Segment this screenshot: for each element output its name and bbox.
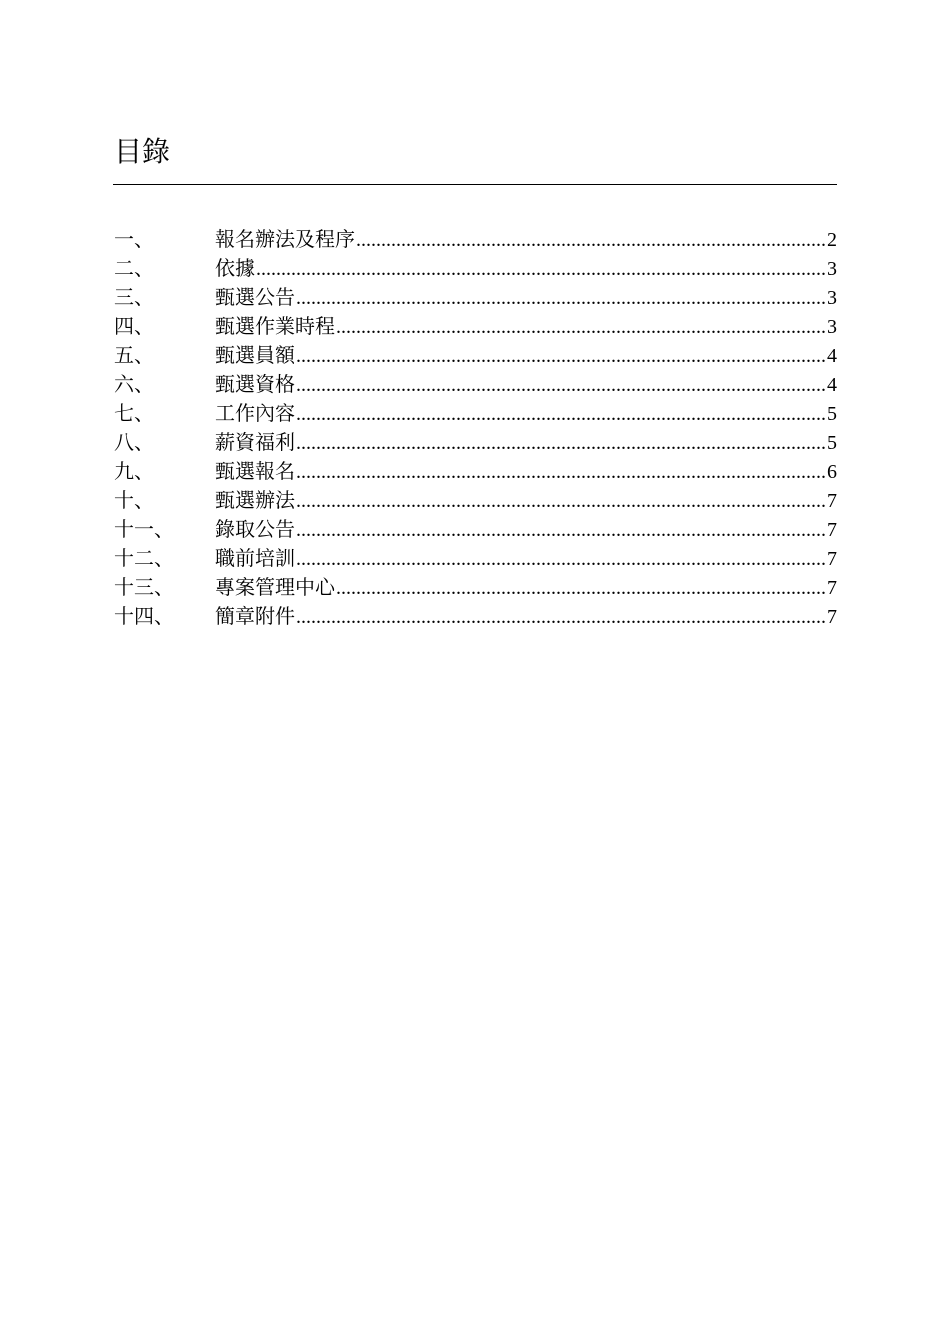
- toc-entry-text: 專案管理中心: [215, 575, 335, 599]
- toc-entry[interactable]: [114, 486, 837, 515]
- toc-entry[interactable]: [114, 254, 837, 283]
- toc-entry-number: 一、: [114, 227, 154, 251]
- toc-entry-text: 甄選作業時程: [215, 314, 335, 338]
- toc-entry-number: 十三、: [114, 575, 174, 599]
- toc-dot-leader: [296, 487, 826, 516]
- toc-dot-leader: [296, 516, 826, 545]
- toc-entry-text: 甄選辦法: [215, 488, 295, 512]
- toc-entry[interactable]: [114, 312, 837, 341]
- toc-entry[interactable]: [114, 370, 837, 399]
- toc-entry-page: 5: [827, 403, 837, 425]
- toc-dot-leader: [336, 574, 826, 603]
- toc-entry-number: 十四、: [114, 604, 174, 628]
- toc-entry-number: 二、: [114, 256, 154, 280]
- toc-dot-leader: [296, 603, 826, 632]
- toc-dot-leader: [296, 371, 826, 400]
- toc-dot-leader: [336, 313, 826, 342]
- toc-entry[interactable]: [114, 428, 837, 457]
- toc-entry-text: 工作內容: [215, 401, 295, 425]
- toc-entry-page: 7: [827, 577, 837, 599]
- toc-entry-page: 4: [827, 345, 837, 367]
- toc-entry-page: 7: [827, 606, 837, 628]
- toc-entry[interactable]: [114, 573, 837, 602]
- toc-entry[interactable]: [114, 225, 837, 254]
- toc-entry[interactable]: [114, 544, 837, 573]
- toc-dot-leader: [296, 545, 826, 574]
- toc-dot-leader: [356, 226, 826, 255]
- toc-entry-text: 錄取公告: [215, 517, 295, 541]
- toc-dot-leader: [296, 458, 826, 487]
- toc-list: [114, 225, 837, 631]
- toc-entry-page: 5: [827, 432, 837, 454]
- toc-entry-text: 甄選報名: [215, 459, 295, 483]
- toc-entry-text: 報名辦法及程序: [215, 227, 355, 251]
- toc-entry[interactable]: [114, 341, 837, 370]
- toc-entry-number: 八、: [114, 430, 154, 454]
- toc-entry-page: 3: [827, 316, 837, 338]
- toc-entry-text: 甄選員額: [215, 343, 295, 367]
- toc-entry-number: 六、: [114, 372, 154, 396]
- toc-entry-page: 4: [827, 374, 837, 396]
- toc-entry-page: 3: [827, 258, 837, 280]
- toc-entry-page: 7: [827, 548, 837, 570]
- toc-dot-leader: [296, 400, 826, 429]
- toc-entry-number: 三、: [114, 285, 154, 309]
- toc-entry-text: 職前培訓: [215, 546, 295, 570]
- toc-entry-page: 2: [827, 229, 837, 251]
- toc-entry-number: 四、: [114, 314, 154, 338]
- toc-entry-number: 七、: [114, 401, 154, 425]
- toc-dot-leader: [296, 342, 826, 371]
- toc-entry-number: 十二、: [114, 546, 174, 570]
- toc-entry[interactable]: [114, 457, 837, 486]
- toc-entry[interactable]: [114, 399, 837, 428]
- toc-title: 目錄: [114, 135, 171, 168]
- toc-entry-text: 甄選公告: [215, 285, 295, 309]
- toc-entry-number: 五、: [114, 343, 154, 367]
- toc-entry-text: 簡章附件: [215, 604, 295, 628]
- toc-dot-leader: [256, 255, 826, 284]
- toc-entry[interactable]: [114, 283, 837, 312]
- toc-dot-leader: [296, 284, 826, 313]
- toc-entry-number: 十、: [114, 488, 154, 512]
- toc-entry-number: 九、: [114, 459, 154, 483]
- toc-entry-page: 3: [827, 287, 837, 309]
- toc-entry-text: 依據: [215, 256, 255, 280]
- toc-dot-leader: [296, 429, 826, 458]
- toc-entry-page: 7: [827, 519, 837, 541]
- toc-entry-number: 十一、: [114, 517, 174, 541]
- toc-entry[interactable]: [114, 602, 837, 631]
- toc-entry-page: 6: [827, 461, 837, 483]
- toc-entry-text: 甄選資格: [215, 372, 295, 396]
- toc-entry-text: 薪資福利: [215, 430, 295, 454]
- title-divider: [113, 184, 837, 185]
- toc-entry-page: 7: [827, 490, 837, 512]
- toc-entry[interactable]: [114, 515, 837, 544]
